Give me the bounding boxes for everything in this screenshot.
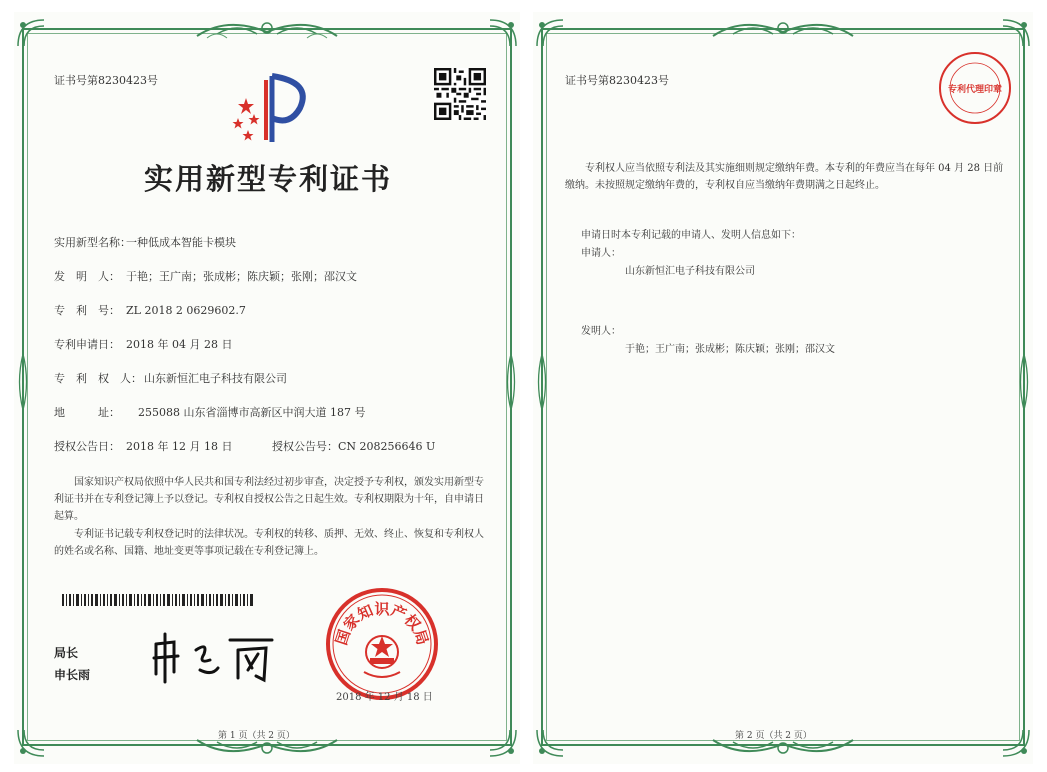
barcode-icon [62,594,254,606]
floral-ornament-icon [703,14,863,44]
corner-ornament-icon [533,726,567,760]
signatory-title: 局长 [54,646,79,660]
field-patent-number [54,302,246,318]
field-value: 2018 年 04 月 28 日 [126,338,233,351]
corner-ornament-icon [533,16,567,50]
certificate-number: 证书号第8230423号 [565,74,669,87]
field-value: 于艳；王广南；张成彬；陈庆颖；张刚；邵汉文 [126,270,357,283]
corner-ornament-icon [14,16,48,50]
page-number: 第 1 页（共 2 页） [218,731,295,741]
field-label: 专 利 号： [54,304,120,317]
side-ornament-icon [504,352,518,412]
certificate-number: 证书号第8230423号 [54,74,158,87]
field-label: 专利申请日： [54,338,120,351]
field-label: 地 址： [54,406,120,419]
grant-statement: 国家知识产权局依照中华人民共和国专利法经过初步审查，决定授予专利权，颁发实用新型专利证书并在专利登记簿上予以登记。专利权自授权公告之日起生效。专利权期限为十年，自申请日起算。 [54,477,484,522]
page-number: 第 2 页（共 2 页） [735,731,812,741]
field-value: 山东新恒汇电子科技有限公司 [144,372,287,385]
field-utility-model-name [54,234,236,250]
legal-status-statement: 专利证书记载专利权登记时的法律状况。专利权的转移、质押、无效、终止、恢复和专利权人的姓名或名称、国籍、地址变更等事项记载在专利登记簿上。 [54,529,484,557]
field-grant-number [272,438,435,454]
field-label: 专 利 权 人： [54,372,142,385]
side-ornament-icon [16,352,30,412]
page-border-inner [546,33,1020,741]
annual-fee-notice: 专利权人应当依照专利法及其实施细则规定缴纳年费。本专利的年费应当在每年 04 月 28 日前缴纳。未按照规定缴纳年费的，专利权自应当缴纳年费期满之日起终止。 [565,163,1004,191]
seal-date: 2018 年 12 月 18 日 [336,692,433,703]
field-label: 授权公告号： [272,440,338,453]
corner-ornament-icon [999,726,1033,760]
floral-ornament-icon [187,14,347,44]
field-grant-date [54,438,232,454]
agency-stamp-text: 专利代理印章 [947,85,1003,95]
side-ornament-icon [1017,352,1031,412]
signatory-name: 申长雨 [54,668,91,682]
corner-ornament-icon [486,726,520,760]
field-inventor [54,268,357,284]
inventor-value: 于艳；王广南；张成彬；陈庆颖；张刚；邵汉文 [625,344,835,355]
field-value: ZL 2018 2 0629602.7 [126,304,246,317]
corner-ornament-icon [999,16,1033,50]
certificate-title: 实用新型专利证书 [144,162,393,196]
field-value: 255088 山东省淄博市高新区中润大道 187 号 [138,406,366,419]
qr-code-icon [434,68,486,120]
corner-ornament-icon [486,16,520,50]
field-label: 实用新型名称： [54,236,131,249]
seal-text: 国家知识产权局 [332,600,432,648]
field-label: 发 明 人： [54,270,120,283]
patent-office-logo-icon [228,68,314,150]
applicant-intro: 申请日时本专利记载的申请人、发明人信息如下： [581,230,801,241]
field-label: 授权公告日： [54,440,120,453]
applicant-label: 申请人： [581,248,621,259]
certificate-page-1 [14,12,520,764]
field-address [54,404,365,420]
field-value: CN 208256646 U [338,440,436,453]
corner-ornament-icon [14,726,48,760]
inventor-label: 发明人： [581,326,621,337]
official-seal-icon [324,586,440,702]
field-value: 2018 年 12 月 18 日 [126,440,233,453]
field-filing-date [54,336,232,352]
signature-icon [148,630,278,686]
field-patentee [54,370,287,386]
certificate-page-2 [533,12,1033,764]
field-value: 一种低成本智能卡模块 [126,236,236,249]
side-ornament-icon [535,352,549,412]
agency-stamp-icon [937,50,1013,126]
applicant-value: 山东新恒汇电子科技有限公司 [625,266,755,277]
